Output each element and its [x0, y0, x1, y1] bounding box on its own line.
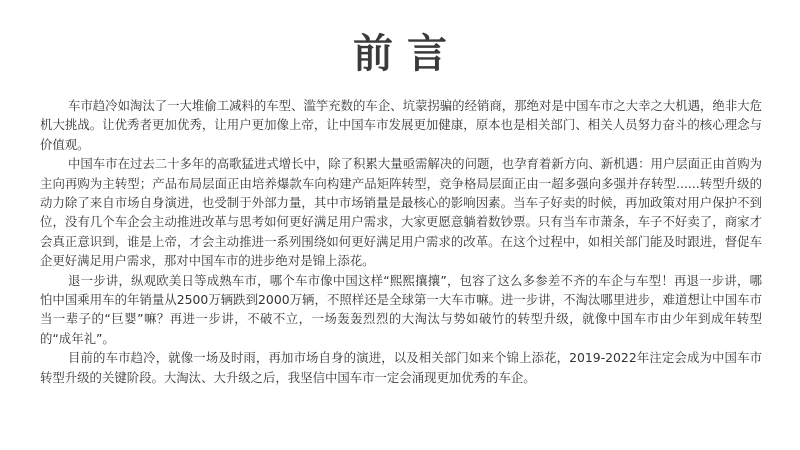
paragraph: 目前的车市趋冷，就像一场及时雨，再加市场自身的演进，以及相关部门如来个锦上添花，2019-2022年注定会成为中国车市转型升级的关键阶段。大淘汰、大升级之后，我坚信中国车市一定会涌现更加优秀的车企。 [40, 350, 762, 385]
document-body [40, 96, 762, 387]
paragraph: 车市趋冷如淘汰了一大堆偷工减料的车型、滥竽充数的车企、坑蒙拐骗的经销商，那绝对是中国车市之大幸之大机遇，绝非大危机大挑战。让优秀者更加优秀，让用户更加像上帝，让中国车市发展更加健康，原本也是相关部门、相关人员努力奋斗的核心理念与价值观。 [40, 98, 762, 152]
paragraph: 中国车市在过去二十多年的高歌猛进式增长中，除了积累大量亟需解决的问题，也孕育着新方向、新机遇：用户层面正由首购为主向再购为主转型；产品布局层面正由培养爆款车向构建产品矩阵转型，竞争格局层面正由一超多强向多强并存转型......转型升级的动力除了来自市场自身演进，也受制于外部力量，其中市场销量是最核心的影响因素。当车子好卖的时候，再加政策对用户保护不到位，没有几个车企会主动推进改革与思考如何更好满足用户需求，大家更愿意躺着数钞票。只有当车市萧条，车子不好卖了，商家才会真正意识到，谁是上帝，才会主动推进一系列围绕如何更好满足用户需求的改革。在这个过程中，如相关部门能及时跟进，督促车企更好满足用户需求，那对中国车市的进步绝对是锦上添花。 [40, 156, 762, 269]
paragraph: 退一步讲，纵观欧美日等成熟车市，哪个车市像中国这样“熙熙攘攘”，包容了这么多参差不齐的车企与车型！再退一步讲，哪怕中国乘用车的年销量从2500万辆跌到2000万辆，不照样还是全球第一大车市嘛。进一步讲，不淘汰哪里进步，难道想让中国车市当一辈子的“巨婴”嘛？再进一步讲，不破不立，一场轰轰烈烈的大淘汰与势如破竹的转型升级，就像中国车市由少年到成年转型的“成年礼”。 [40, 272, 762, 346]
page-title: 前言 [353, 31, 461, 77]
